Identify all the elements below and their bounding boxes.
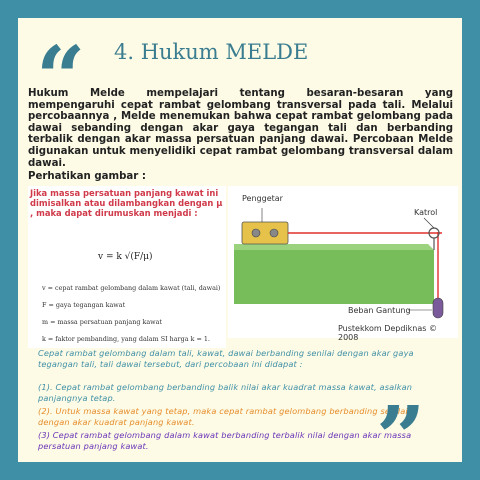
melde-formula: v = k √(F/μ) [98, 252, 153, 262]
bottom-intro: Cepat rambat gelombang dalam tali, kawat, dawai berbanding senilai dengan akar gaya tegangan tali, tali dawai tersebut, dari percobaan ini didapat : [38, 348, 414, 369]
definition-f: F = gaya tegangan kawat [42, 301, 126, 309]
point-2: (2). Untuk massa kawat yang tetap, maka cepat rambat gelombang berbanding senilai dengan akar kuadrat panjang kawat. [38, 406, 408, 427]
intro-rest: mempengaruhi cepat rambat gelombang transversal pada tali. Melalui percobaannya , Melde menemukan bahwa cepat rambat gelombang pada dawai sebanding dengan akar gaya tegangan tali dan berbanding terbalik dengan akar massa persatuan panjang dawai. Percobaan Melde digunakan untuk menyelidiki cepat rambat gelombang transversal dalam dawai. [28, 99, 453, 169]
pulley-label: Katrol [414, 208, 438, 217]
table-top [234, 244, 434, 250]
intro-lead: Hukum Melde mempelajari tentang besaran-besaran yang [28, 88, 453, 99]
point-3: (3) Cepat rambat gelombang dalam kawat berbanding terbalik nilai dengan akar massa persatuan panjang kawat. [38, 430, 412, 451]
table-board [234, 250, 434, 304]
open-quote-icon: “ [36, 28, 86, 129]
figure-label: Perhatikan gambar : [28, 171, 146, 182]
definition-k: k = faktor pembanding, yang dalam SI harga k = 1. [42, 335, 210, 343]
melde-experiment-diagram [228, 186, 458, 342]
point-1: (1). Cepat rambat gelombang berbanding balik nilai akar kuadrat massa kawat, asalkan panjangnya tetap. [38, 382, 413, 403]
definition-m: m = massa persatuan panjang kawat [42, 318, 162, 326]
vibrator-label: Penggetar [242, 194, 283, 203]
intro-paragraph [28, 88, 453, 169]
formula-box [28, 186, 226, 348]
vibrator-knob-2 [270, 229, 278, 237]
pointer-line-pulley [424, 218, 434, 228]
diagram-caption: Pustekkom Depdiknas © 2008 [338, 324, 437, 342]
vibrator-block [242, 222, 288, 244]
content-card [18, 18, 462, 462]
definition-v: v = cepat rambat gelombang dalam kawat (tali, dawai) [42, 284, 221, 292]
formula-description: Jika massa persatuan panjang kawat ini dimisalkan atau dilambangkan dengan μ , maka dapat dirumuskan menjadi : [30, 188, 223, 218]
page-title: 4. Hukum MELDE [114, 40, 309, 64]
vibrator-knob-1 [252, 229, 260, 237]
weight-label: Beban Gantung [348, 306, 411, 315]
close-quote-icon: ” [376, 388, 426, 462]
hanging-weight [433, 298, 443, 318]
